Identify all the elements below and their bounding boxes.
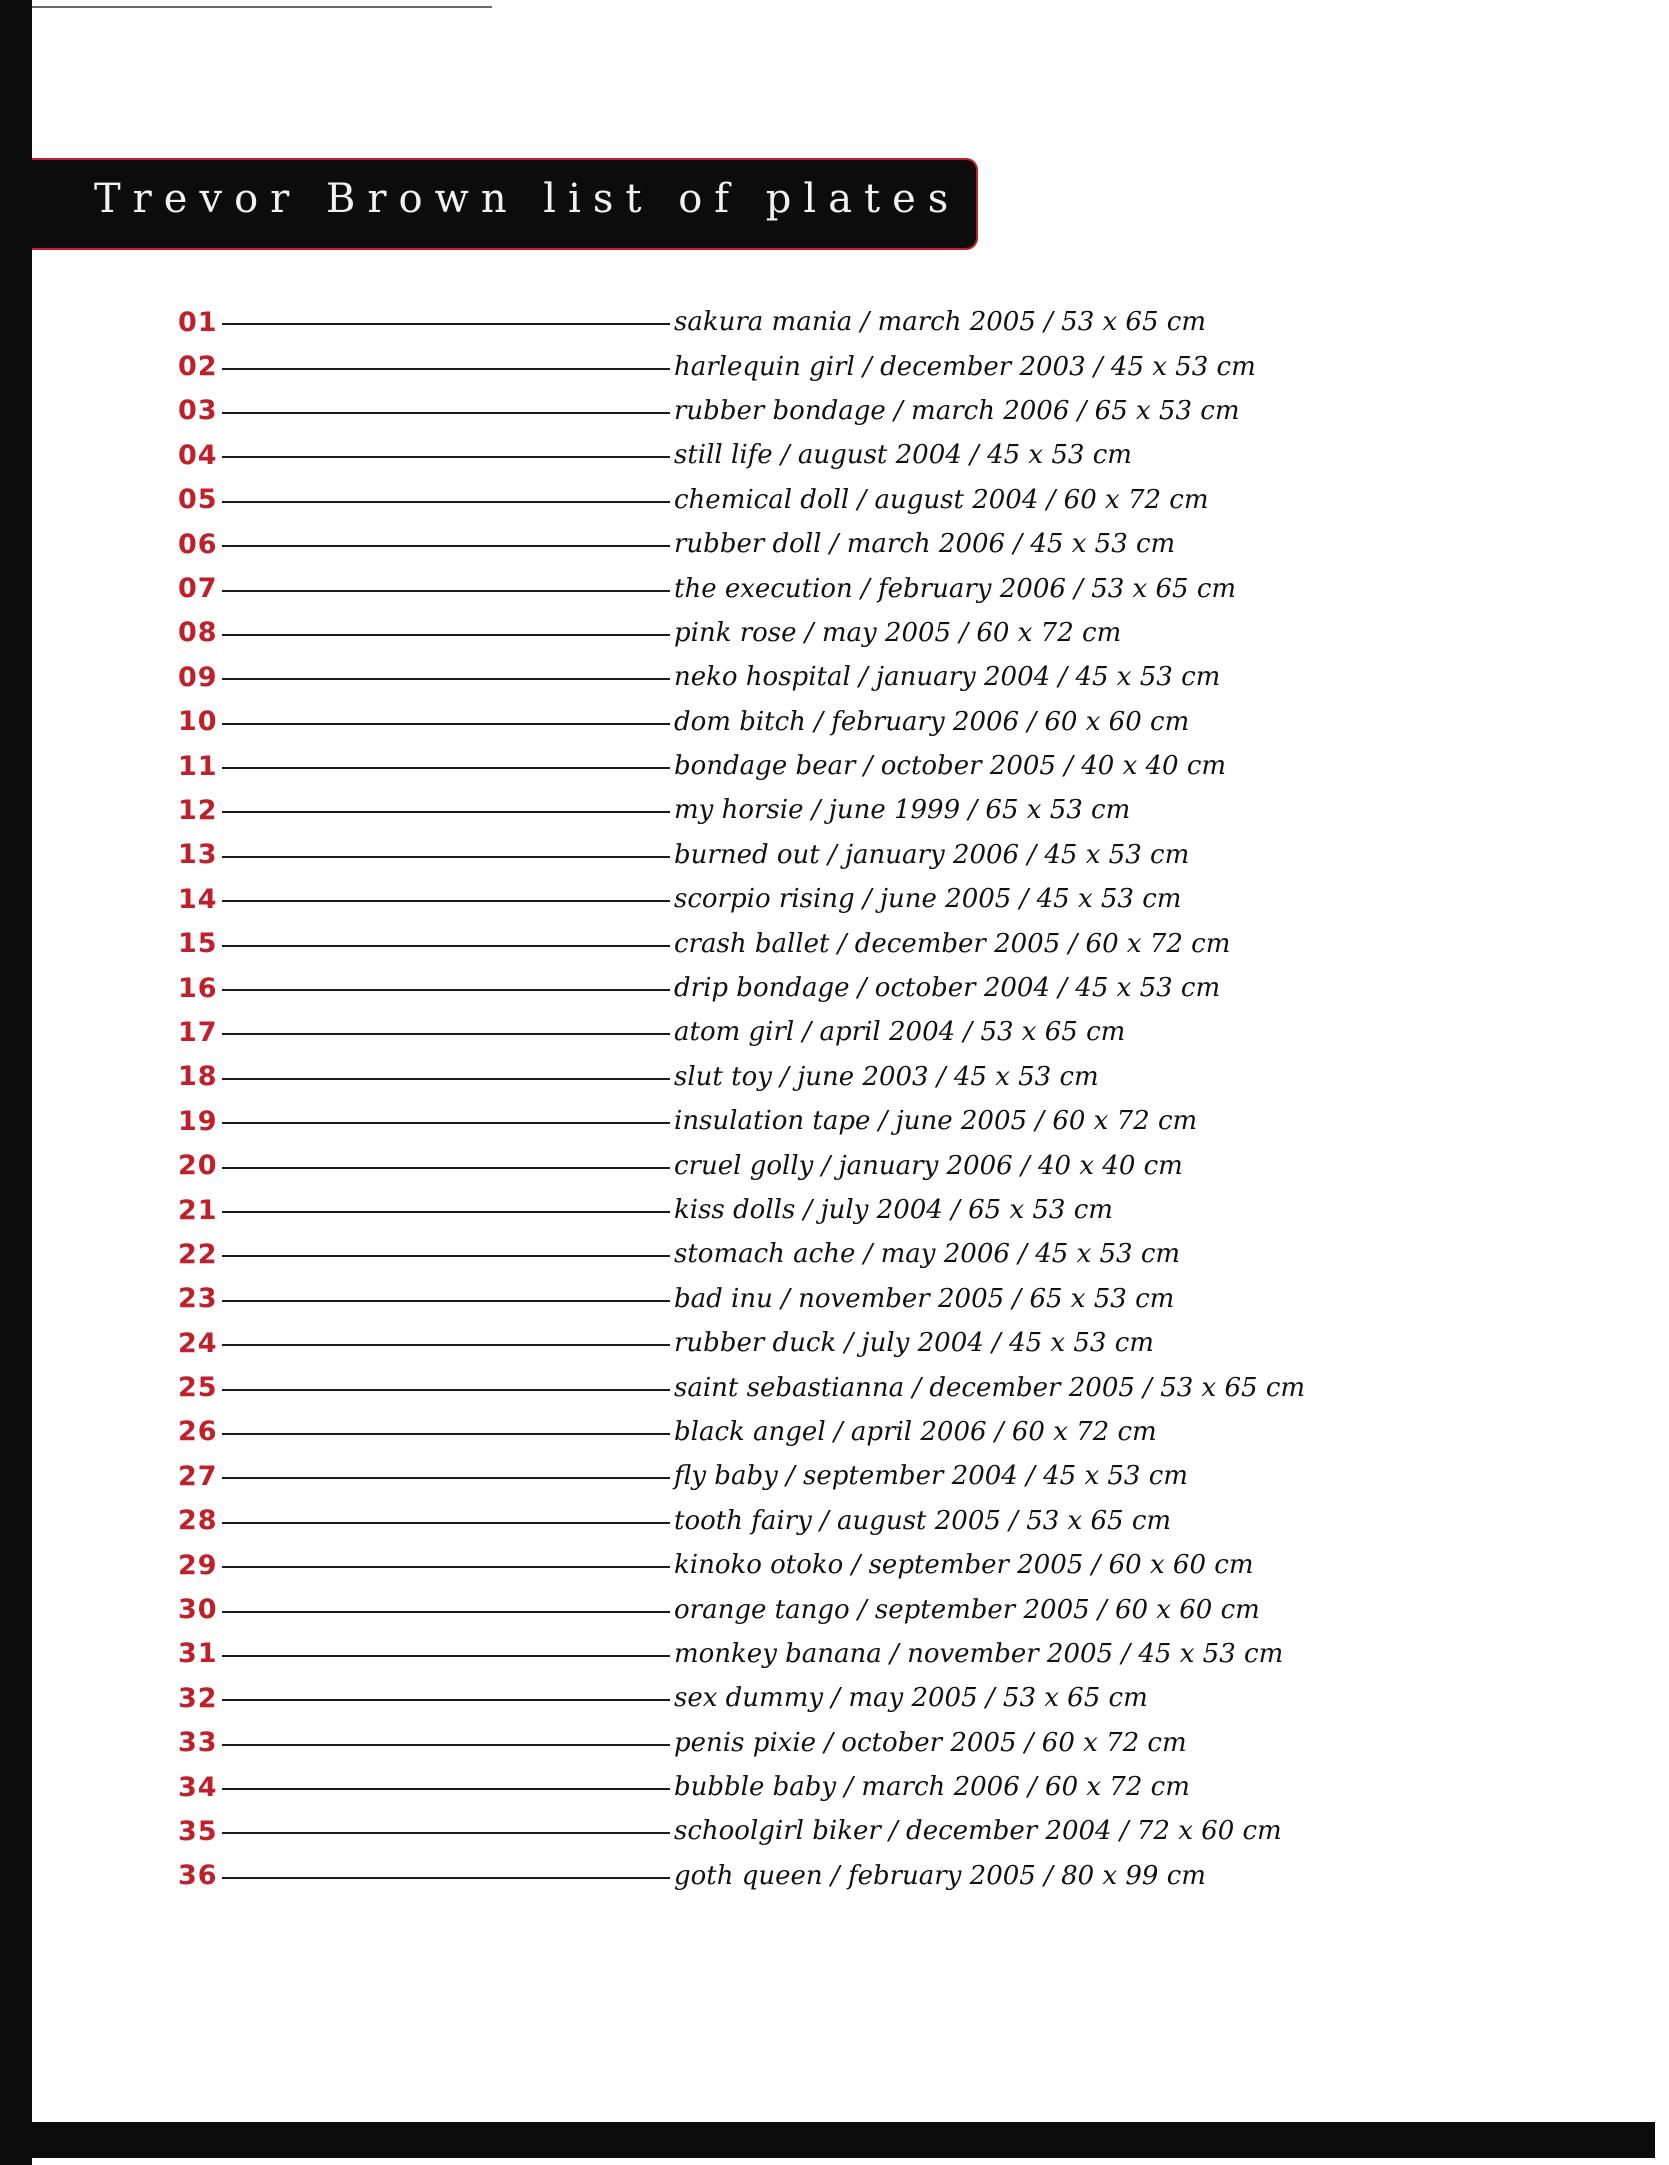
plate-number: 06 [178,528,218,560]
plate-description: neko hospital / january 2004 / 45 x 53 cm [674,662,1221,693]
plate-description: sex dummy / may 2005 / 53 x 65 cm [674,1683,1148,1714]
leader-line [222,989,670,991]
leader-line [222,1122,670,1124]
plate-number: 04 [178,439,218,471]
plate-number: 22 [178,1238,218,1270]
plate-row [178,1010,1358,1054]
plate-description: orange tango / september 2005 / 60 x 60 cm [674,1594,1260,1625]
leader-line [222,900,670,902]
leader-line [222,1744,670,1746]
plate-description: insulation tape / june 2005 / 60 x 72 cm [674,1106,1198,1137]
plate-description: atom girl / april 2004 / 53 x 65 cm [674,1017,1126,1048]
plate-row [178,1099,1358,1143]
plate-description: still life / august 2004 / 45 x 53 cm [674,440,1132,471]
plate-number: 36 [178,1860,218,1892]
plate-description: dom bitch / february 2006 / 60 x 60 cm [674,706,1190,737]
plate-row [178,433,1358,477]
plate-description: crash ballet / december 2005 / 60 x 72 cm [674,928,1231,959]
plate-row [178,1587,1358,1631]
plate-description: kinoko otoko / september 2005 / 60 x 60 cm [674,1550,1254,1581]
leader-line [222,1167,670,1169]
plate-description: rubber duck / july 2004 / 45 x 53 cm [674,1328,1154,1359]
plate-number: 29 [178,1549,218,1581]
plate-number: 18 [178,1061,218,1093]
plate-row [178,744,1358,788]
plate-description: black angel / april 2006 / 60 x 72 cm [674,1416,1157,1447]
plate-row [178,788,1358,832]
plate-description: tooth fairy / august 2005 / 53 x 65 cm [674,1505,1172,1536]
plate-number: 02 [178,351,218,383]
plate-row [178,344,1358,388]
plate-description: harlequin girl / december 2003 / 45 x 53 cm [674,351,1256,382]
plate-number: 20 [178,1150,218,1182]
plate-number: 01 [178,306,218,338]
plate-description: fly baby / september 2004 / 45 x 53 cm [674,1461,1188,1492]
leader-line [222,1611,670,1613]
plate-row [178,1499,1358,1543]
plate-description: bubble baby / march 2006 / 60 x 72 cm [674,1772,1190,1803]
plate-description: saint sebastianna / december 2005 / 53 x 65 cm [674,1372,1306,1403]
plate-number: 16 [178,972,218,1004]
plate-number: 30 [178,1594,218,1626]
plate-description: the execution / february 2006 / 53 x 65 cm [674,573,1237,604]
plate-row [178,1721,1358,1765]
plate-description: pink rose / may 2005 / 60 x 72 cm [674,617,1122,648]
plate-description: cruel golly / january 2006 / 40 x 40 cm [674,1150,1183,1181]
plate-row [178,655,1358,699]
plate-number: 14 [178,883,218,915]
plate-row [178,478,1358,522]
leader-line [222,1211,670,1213]
leader-line [222,723,670,725]
leader-line [222,678,670,680]
plate-row [178,1676,1358,1720]
plate-row [178,1854,1358,1898]
plate-number: 11 [178,750,218,782]
leader-line [222,1477,670,1479]
leader-line [222,1788,670,1790]
plate-description: bondage bear / october 2005 / 40 x 40 cm [674,751,1227,782]
leader-line [222,1655,670,1657]
plate-number: 12 [178,794,218,826]
title-banner [32,158,978,250]
leader-line [222,1255,670,1257]
plate-description: slut toy / june 2003 / 45 x 53 cm [674,1061,1099,1092]
top-rule [32,6,492,8]
plate-description: kiss dolls / july 2004 / 65 x 53 cm [674,1195,1113,1225]
plate-number: 17 [178,1016,218,1048]
plate-number: 19 [178,1105,218,1137]
plate-row [178,966,1358,1010]
plate-number: 24 [178,1327,218,1359]
plate-description: chemical doll / august 2004 / 60 x 72 cm [674,484,1209,515]
plate-row [178,1365,1358,1409]
plate-number: 25 [178,1372,218,1404]
plate-number: 03 [178,395,218,427]
plate-number: 07 [178,573,218,605]
plate-number: 09 [178,661,218,693]
plate-description: scorpio rising / june 2005 / 45 x 53 cm [674,884,1182,915]
plate-number: 13 [178,839,218,871]
plate-description: my horsie / june 1999 / 65 x 53 cm [674,795,1131,826]
plate-description: burned out / january 2006 / 45 x 53 cm [674,839,1190,870]
leader-line [222,1433,670,1435]
plate-row [178,1410,1358,1454]
plate-row [178,1055,1358,1099]
plate-number: 26 [178,1416,218,1448]
plate-description: rubber doll / march 2006 / 45 x 53 cm [674,529,1176,560]
leader-line [222,1877,670,1879]
plate-row [178,1632,1358,1676]
leader-line [222,1389,670,1391]
bottom-edge-bar [32,2122,1655,2158]
page-title: Trevor Brown list of plates [94,176,961,222]
leader-line [222,1300,670,1302]
plate-row [178,522,1358,566]
plate-description: sakura mania / march 2005 / 53 x 65 cm [674,307,1206,338]
plate-row [178,566,1358,610]
plate-row [178,1809,1358,1853]
plate-description: stomach ache / may 2006 / 45 x 53 cm [674,1239,1181,1270]
plate-row [178,389,1358,433]
leader-line [222,545,670,547]
leader-line [222,368,670,370]
plate-number: 15 [178,928,218,960]
plate-row [178,1765,1358,1809]
plate-row [178,1143,1358,1187]
plate-number: 34 [178,1771,218,1803]
plate-row [178,921,1358,965]
leader-line [222,323,670,325]
plate-number: 21 [178,1194,218,1226]
plate-row [178,1543,1358,1587]
leader-line [222,1344,670,1346]
leader-line [222,590,670,592]
leader-line [222,1699,670,1701]
leader-line [222,1522,670,1524]
plates-list [178,300,1358,1898]
leader-line [222,1033,670,1035]
leader-line [222,501,670,503]
plate-number: 05 [178,484,218,516]
plate-number: 35 [178,1815,218,1847]
leader-line [222,412,670,414]
plate-row [178,611,1358,655]
plate-row [178,300,1358,344]
plate-description: bad inu / november 2005 / 65 x 53 cm [674,1283,1175,1314]
leader-line [222,945,670,947]
leader-line [222,1078,670,1080]
plate-row [178,700,1358,744]
plate-description: monkey banana / november 2005 / 45 x 53 cm [674,1638,1284,1669]
plate-number: 23 [178,1283,218,1315]
plate-row [178,1277,1358,1321]
plate-number: 33 [178,1727,218,1759]
plate-row [178,1232,1358,1276]
leader-line [222,856,670,858]
leader-line [222,767,670,769]
plate-row [178,1188,1358,1232]
leader-line [222,634,670,636]
plate-row [178,1321,1358,1365]
leader-line [222,811,670,813]
plate-description: penis pixie / october 2005 / 60 x 72 cm [674,1727,1187,1758]
leader-line [222,1832,670,1834]
plate-row [178,1454,1358,1498]
left-edge-bar [0,0,32,2165]
leader-line [222,456,670,458]
plate-description: schoolgirl biker / december 2004 / 72 x 60 cm [674,1816,1282,1847]
plate-number: 31 [178,1638,218,1670]
plate-number: 27 [178,1460,218,1492]
plate-number: 08 [178,617,218,649]
plate-row [178,833,1358,877]
plate-number: 28 [178,1505,218,1537]
leader-line [222,1566,670,1568]
plate-number: 32 [178,1682,218,1714]
plate-description: goth queen / february 2005 / 80 x 99 cm [674,1860,1206,1891]
plate-number: 10 [178,706,218,738]
plate-row [178,877,1358,921]
plate-description: drip bondage / october 2004 / 45 x 53 cm [674,973,1221,1004]
plate-description: rubber bondage / march 2006 / 65 x 53 cm [674,395,1240,426]
